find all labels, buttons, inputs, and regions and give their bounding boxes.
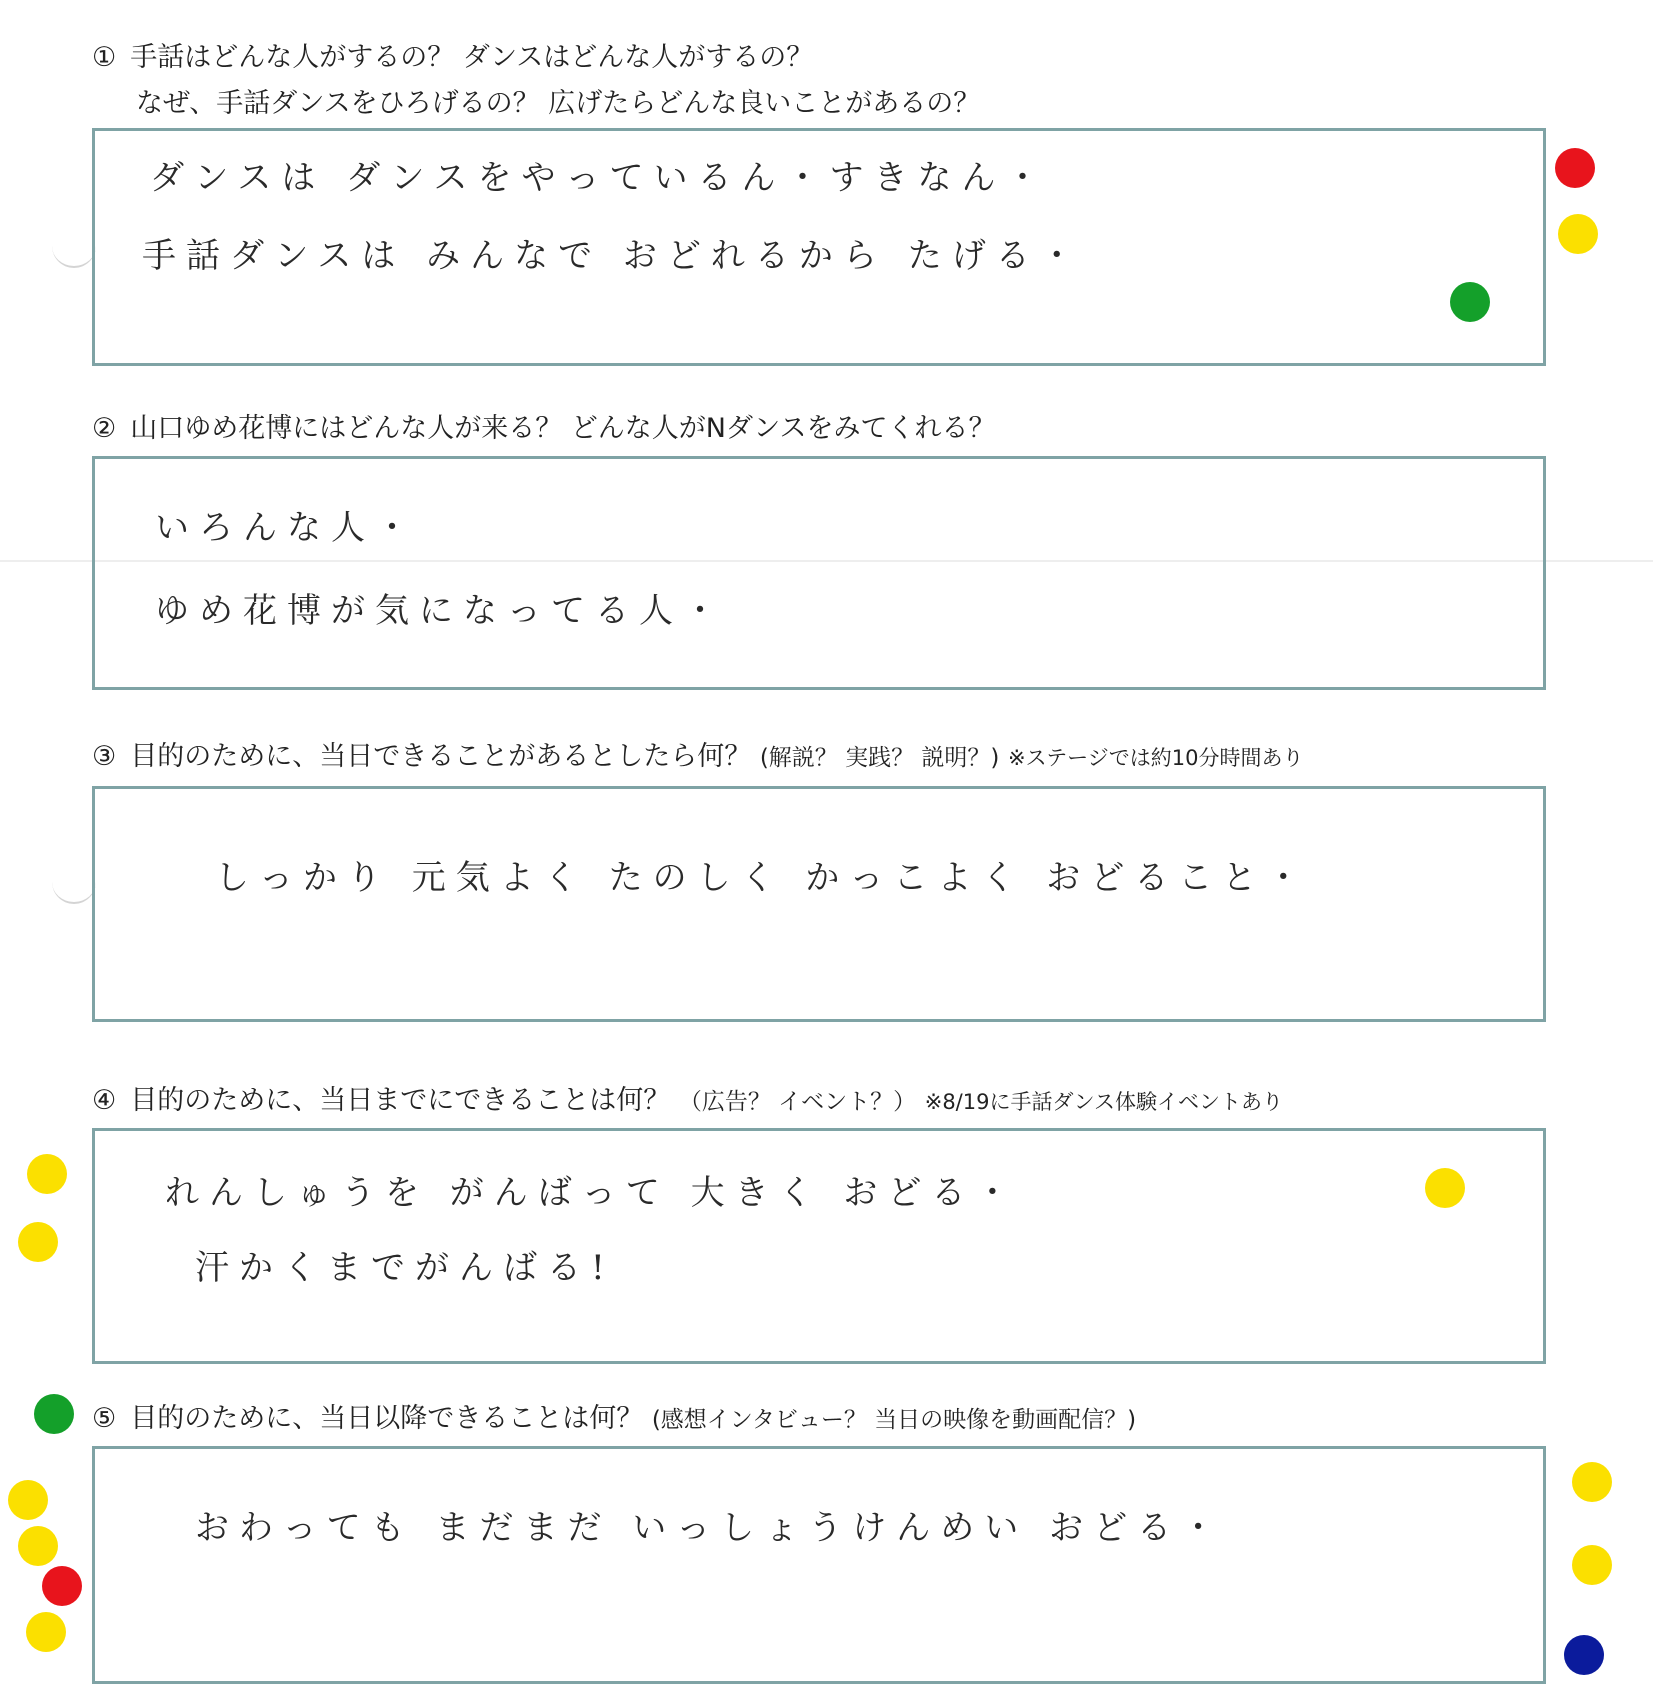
question-note: ※ステージでは約10分時間あり [1007,746,1304,770]
handwritten-answer-line: おわっても まだまだ いっしょうけんめい おどる・ [195,1508,1226,1548]
handwritten-answer-line: れんしゅうを がんばって 大きく おどる・ [165,1173,1020,1213]
answer-box-5[interactable] [92,1446,1546,1684]
question-number: ④ [92,1085,117,1116]
blue-sticker-dot [1564,1635,1604,1675]
question-3 [92,734,1303,781]
question-text: 山口ゆめ花博にはどんな人が来る？ どんな人がNダンスをみてくれる？ [130,413,996,444]
red-sticker-dot [1555,148,1595,188]
yellow-sticker-dot [18,1222,58,1262]
question-text-line2: なぜ、手話ダンスをひろげるの？ 広げたらどんな良いことがあるの？ [136,88,981,119]
yellow-sticker-dot [1558,214,1598,254]
question-hint: （広告？ イベント？） [678,1089,917,1115]
green-sticker-dot [1450,282,1490,322]
yellow-sticker-dot [27,1154,67,1194]
question-1 [92,35,980,127]
yellow-sticker-dot [1572,1545,1612,1585]
yellow-sticker-dot [1572,1462,1612,1502]
question-number: ⑤ [92,1403,117,1434]
question-text: 手話はどんな人がするの？ ダンスはどんな人がするの？ [130,42,814,73]
handwritten-answer-line: しっかり 元気よく たのしく かっこよく おどること・ [215,858,1311,898]
punch-hole-mark [52,876,96,904]
answer-box-2[interactable] [92,456,1546,690]
yellow-sticker-dot [18,1526,58,1566]
yellow-sticker-dot [1425,1168,1465,1208]
handwritten-answer-line: ダンスは ダンスをやっているん・すきなん・ [150,158,1050,198]
question-number: ② [92,413,117,444]
question-text: 目的のために、当日までにできることは何？ [130,1085,671,1116]
yellow-sticker-dot [8,1480,48,1520]
question-5 [92,1396,1136,1443]
handwritten-answer-line: いろんな人・ [155,508,419,548]
question-hint: (解説？ 実践？ 説明？) [759,745,1000,771]
handwritten-answer-line: 汗かくまでがんばる! [195,1248,615,1288]
handwritten-answer-line: 手話ダンスは みんなで おどれるから たげる・ [142,236,1084,276]
question-2 [92,406,995,452]
green-sticker-dot [34,1394,74,1434]
red-sticker-dot [42,1566,82,1606]
yellow-sticker-dot [26,1612,66,1652]
handwritten-answer-line: ゆめ花博が気になってる人・ [155,591,727,631]
question-text: 目的のために、当日以降できることは何？ [130,1403,644,1434]
question-4 [92,1078,1283,1125]
punch-hole-mark [52,240,96,268]
question-hint: (感想インタビュー？ 当日の映像を動画配信？) [651,1407,1137,1433]
answer-box-3[interactable] [92,786,1546,1022]
question-number: ③ [92,741,117,772]
question-text: 目的のために、当日できることがあるとしたら何？ [130,741,752,772]
question-number: ① [92,42,117,73]
question-note: ※8/19に手話ダンス体験イベントあり [924,1090,1284,1114]
